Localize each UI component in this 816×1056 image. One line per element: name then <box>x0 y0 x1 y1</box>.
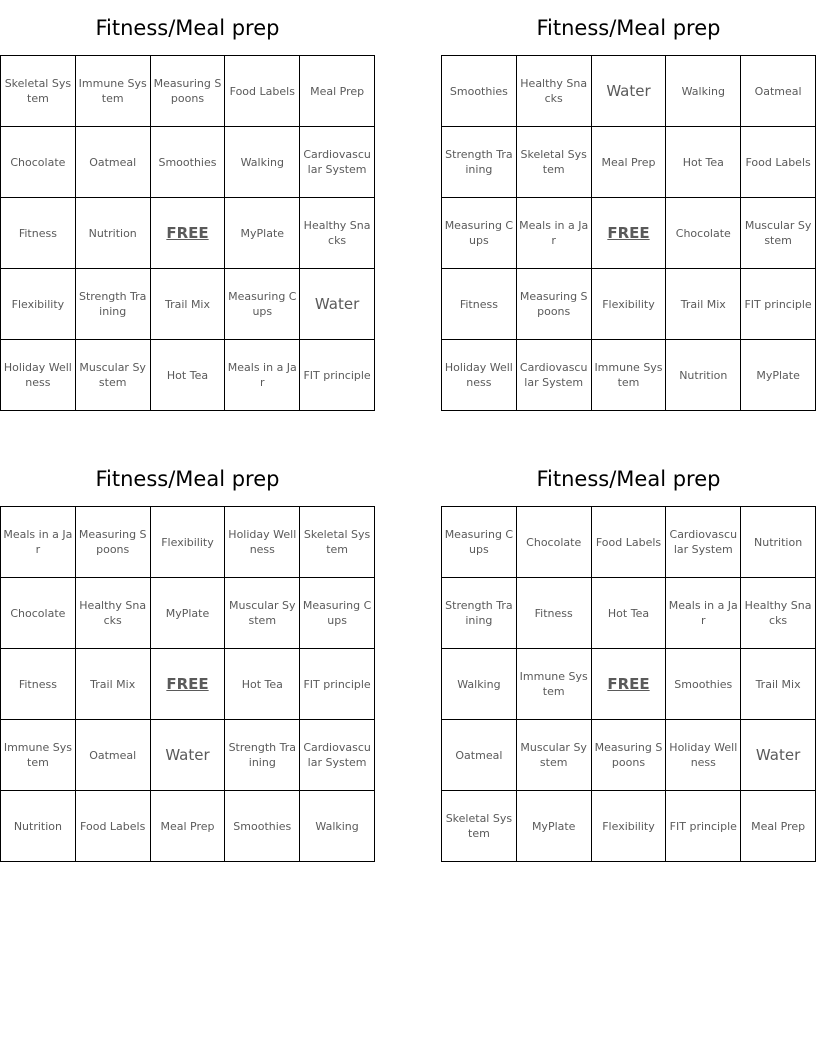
bingo-cell: MyPlate <box>741 340 816 411</box>
bingo-cell: Meals in a Jar <box>516 198 591 269</box>
bingo-cell: Nutrition <box>1 791 76 862</box>
bingo-cell: Immune System <box>75 56 150 127</box>
bingo-cell: Fitness <box>1 649 76 720</box>
bingo-cell: Healthy Snacks <box>300 198 375 269</box>
bingo-cell: Fitness <box>1 198 76 269</box>
bingo-cell: Food Labels <box>75 791 150 862</box>
bingo-cell: Strength Training <box>442 578 517 649</box>
bingo-grid <box>0 55 375 411</box>
bingo-cell: Chocolate <box>666 198 741 269</box>
bingo-row <box>1 507 375 578</box>
bingo-cell: Skeletal System <box>300 507 375 578</box>
bingo-cell: Chocolate <box>1 127 76 198</box>
bingo-row <box>442 340 816 411</box>
bingo-row <box>1 127 375 198</box>
bingo-cell: Oatmeal <box>75 720 150 791</box>
bingo-row <box>442 720 816 791</box>
bingo-cell: FIT principle <box>300 340 375 411</box>
bingo-cell: Food Labels <box>225 56 300 127</box>
bingo-cell: Holiday Wellness <box>442 340 517 411</box>
bingo-cell: Fitness <box>442 269 517 340</box>
bingo-grid <box>0 506 375 862</box>
bingo-cell: Nutrition <box>741 507 816 578</box>
bingo-cell: Skeletal System <box>1 56 76 127</box>
bingo-cell: Cardiovascular System <box>300 720 375 791</box>
bingo-cell: Meals in a Jar <box>225 340 300 411</box>
bingo-cell: Trail Mix <box>741 649 816 720</box>
bingo-cell: Measuring Spoons <box>591 720 666 791</box>
bingo-cell: Cardiovascular System <box>516 340 591 411</box>
bingo-row <box>442 507 816 578</box>
bingo-cell: FIT principle <box>300 649 375 720</box>
bingo-cell: Measuring Spoons <box>150 56 225 127</box>
bingo-cell: Water <box>300 269 375 340</box>
bingo-cell: Trail Mix <box>75 649 150 720</box>
bingo-cell: Holiday Wellness <box>1 340 76 411</box>
bingo-cell: Meal Prep <box>150 791 225 862</box>
bingo-row <box>1 269 375 340</box>
bingo-cell: Food Labels <box>591 507 666 578</box>
bingo-cell: Smoothies <box>666 649 741 720</box>
bingo-cell: Muscular System <box>741 198 816 269</box>
bingo-row <box>442 127 816 198</box>
bingo-cell: Oatmeal <box>442 720 517 791</box>
bingo-cell: Strength Training <box>225 720 300 791</box>
free-space: FREE <box>150 198 225 269</box>
bingo-cell: Flexibility <box>150 507 225 578</box>
bingo-grid <box>441 506 816 862</box>
bingo-row <box>442 56 816 127</box>
bingo-grid <box>441 55 816 411</box>
free-space: FREE <box>591 649 666 720</box>
bingo-row <box>442 791 816 862</box>
bingo-cell: Hot Tea <box>666 127 741 198</box>
free-space: FREE <box>150 649 225 720</box>
bingo-cell: Measuring Spoons <box>516 269 591 340</box>
bingo-cell: Chocolate <box>1 578 76 649</box>
bingo-cell: Walking <box>442 649 517 720</box>
bingo-cell: Cardiovascular System <box>666 507 741 578</box>
bingo-row <box>1 56 375 127</box>
bingo-cell: Healthy Snacks <box>516 56 591 127</box>
bingo-cell: Flexibility <box>591 791 666 862</box>
bingo-cell: Food Labels <box>741 127 816 198</box>
bingo-cell: Skeletal System <box>516 127 591 198</box>
bingo-cell: Water <box>150 720 225 791</box>
bingo-cell: MyPlate <box>150 578 225 649</box>
bingo-row <box>1 791 375 862</box>
bingo-row <box>1 578 375 649</box>
bingo-cell: Flexibility <box>1 269 76 340</box>
bingo-cell: Muscular System <box>225 578 300 649</box>
bingo-cell: Meal Prep <box>741 791 816 862</box>
card-title: Fitness/Meal prep <box>536 466 721 491</box>
card-title: Fitness/Meal prep <box>536 15 721 40</box>
bingo-cell: Measuring Cups <box>442 507 517 578</box>
bingo-cell: Measuring Cups <box>442 198 517 269</box>
bingo-cell: Oatmeal <box>75 127 150 198</box>
bingo-cell: Walking <box>300 791 375 862</box>
bingo-cell: Measuring Cups <box>225 269 300 340</box>
bingo-cell: Smoothies <box>150 127 225 198</box>
bingo-cell: Smoothies <box>225 791 300 862</box>
bingo-cell: MyPlate <box>516 791 591 862</box>
bingo-cell: Holiday Wellness <box>225 507 300 578</box>
bingo-cell: Meal Prep <box>300 56 375 127</box>
bingo-cell: Fitness <box>516 578 591 649</box>
bingo-cell: Hot Tea <box>150 340 225 411</box>
bingo-cell: Chocolate <box>516 507 591 578</box>
bingo-cell: Trail Mix <box>150 269 225 340</box>
bingo-cell: Walking <box>666 56 741 127</box>
bingo-cell: Nutrition <box>75 198 150 269</box>
bingo-cell: Immune System <box>516 649 591 720</box>
card-title: Fitness/Meal prep <box>95 15 280 40</box>
bingo-cell: Oatmeal <box>741 56 816 127</box>
bingo-cell: Water <box>591 56 666 127</box>
bingo-cell: Water <box>741 720 816 791</box>
bingo-cell: FIT principle <box>666 791 741 862</box>
bingo-row <box>442 649 816 720</box>
bingo-cell: Meals in a Jar <box>666 578 741 649</box>
bingo-cell: Holiday Wellness <box>666 720 741 791</box>
bingo-cell: Meal Prep <box>591 127 666 198</box>
bingo-cell: Hot Tea <box>591 578 666 649</box>
bingo-cell: Skeletal System <box>442 791 517 862</box>
bingo-cell: Healthy Snacks <box>741 578 816 649</box>
bingo-row <box>442 269 816 340</box>
bingo-cell: Muscular System <box>75 340 150 411</box>
bingo-row <box>1 720 375 791</box>
bingo-cell: Muscular System <box>516 720 591 791</box>
bingo-row <box>442 578 816 649</box>
free-space: FREE <box>591 198 666 269</box>
bingo-row <box>1 198 375 269</box>
bingo-cell: Immune System <box>1 720 76 791</box>
bingo-cell: Immune System <box>591 340 666 411</box>
bingo-cell: Nutrition <box>666 340 741 411</box>
bingo-cell: MyPlate <box>225 198 300 269</box>
bingo-cell: Smoothies <box>442 56 517 127</box>
bingo-cell: Walking <box>225 127 300 198</box>
bingo-cell: FIT principle <box>741 269 816 340</box>
bingo-cell: Meals in a Jar <box>1 507 76 578</box>
card-title: Fitness/Meal prep <box>95 466 280 491</box>
bingo-cell: Flexibility <box>591 269 666 340</box>
bingo-cell: Hot Tea <box>225 649 300 720</box>
bingo-cell: Strength Training <box>75 269 150 340</box>
bingo-cell: Strength Training <box>442 127 517 198</box>
bingo-cell: Measuring Spoons <box>75 507 150 578</box>
bingo-cell: Trail Mix <box>666 269 741 340</box>
bingo-row <box>1 649 375 720</box>
bingo-row <box>442 198 816 269</box>
bingo-cell: Healthy Snacks <box>75 578 150 649</box>
bingo-cell: Cardiovascular System <box>300 127 375 198</box>
bingo-row <box>1 340 375 411</box>
bingo-cell: Measuring Cups <box>300 578 375 649</box>
